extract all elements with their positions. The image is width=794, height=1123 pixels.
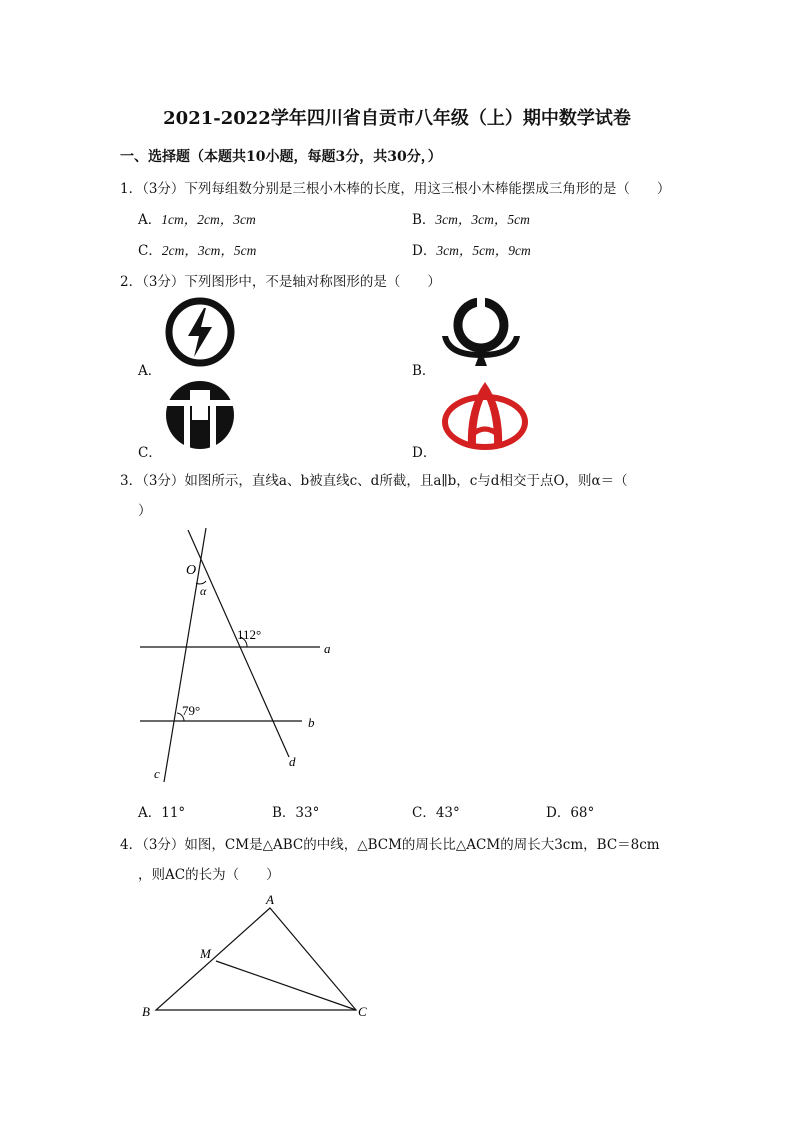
q2-option-c-label: C． [138, 445, 162, 461]
q3-option-c [412, 801, 460, 821]
vertex-b-label: B [142, 1004, 150, 1019]
split-circle-logo-icon [162, 378, 238, 452]
question-1-stem: 1．（3分）下列每组数分别是三根小木棒的长度，用这三根小木棒能摆成三角形的是（ ） [120, 181, 671, 197]
question-3-stem-line2: ） [138, 503, 152, 519]
line-d-label: d [289, 754, 296, 769]
q3-option-a-label: A． [138, 805, 162, 821]
q3-option-c-label: C． [412, 805, 436, 821]
lightning-circle-logo-icon [162, 296, 238, 368]
q3-option-a-text: 11° [161, 805, 186, 821]
point-m-label: M [200, 946, 211, 961]
alpha-label: α [200, 584, 207, 598]
q1-option-b-text: 3cm，3cm，5cm [435, 212, 530, 227]
line-b-label: b [308, 715, 315, 730]
q1-option-c [138, 239, 256, 259]
red-a-oval-logo-icon [440, 378, 530, 452]
vertex-c-label: C [358, 1004, 367, 1019]
q3-option-b-label: B． [272, 805, 296, 821]
ring-bowl-logo-icon [436, 294, 526, 370]
q3-option-c-text: 43° [435, 805, 460, 821]
q1-option-d-label: D． [412, 243, 437, 259]
vertex-a-label: A [266, 892, 274, 907]
q1-option-c-text: 2cm，3cm，5cm [161, 243, 257, 258]
q1-option-c-label: C． [138, 243, 162, 259]
question-3-stem [120, 469, 628, 489]
q1-option-a [138, 208, 256, 228]
q3-option-d-label: D． [546, 805, 571, 821]
q3-option-a [138, 801, 185, 821]
parallel-lines-figure [130, 520, 350, 790]
q1-option-b [412, 208, 530, 228]
q1-option-d [412, 239, 531, 259]
q3-option-d [546, 801, 594, 821]
question-4-stem-line1: 4．（3分）如图，CM是△ABC的中线，△BCM的周长比△ACM的周长大3cm，BC＝8cm [120, 837, 660, 853]
q1-option-a-text: 1cm，2cm，3cm [161, 212, 256, 227]
triangle-abc-figure [136, 890, 386, 1025]
point-o-label: O [186, 563, 197, 578]
line-c-label: c [154, 766, 160, 781]
q3-option-b [272, 801, 319, 821]
triangle-abc [156, 908, 356, 1010]
q3-option-d-text: 68° [570, 805, 595, 821]
section-heading: 一、选择题（本题共10小题，每题3分，共30分，） [120, 149, 442, 165]
q1-option-d-text: 3cm，5cm，9cm [436, 243, 531, 258]
line-c [164, 528, 206, 782]
line-d [188, 530, 289, 757]
q3-option-b-text: 33° [295, 805, 320, 821]
angle-79-label: 79° [182, 703, 201, 718]
question-4-stem-line2: ，则AC的长为（ ） [138, 867, 280, 883]
q1-option-a-label: A． [138, 212, 162, 228]
question-2-stem: 2．（3分）下列图形中，不是轴对称图形的是（ ） [120, 274, 441, 290]
angle-112-label: 112° [237, 627, 262, 642]
q2-option-b-label: B． [412, 363, 436, 379]
q1-option-b-label: B． [412, 212, 436, 228]
question-3-stem-line1: 3．（3分）如图所示，直线a、b被直线c、d所截，且a∥b，c与d相交于点O，则α＝（ [120, 473, 628, 489]
q2-option-a-label: A． [138, 363, 162, 379]
line-a-label: a [324, 641, 331, 656]
q2-option-d-label: D． [412, 445, 437, 461]
page-title: 2021-2022学年四川省自贡市八年级（上）期中数学试卷 [163, 108, 631, 129]
